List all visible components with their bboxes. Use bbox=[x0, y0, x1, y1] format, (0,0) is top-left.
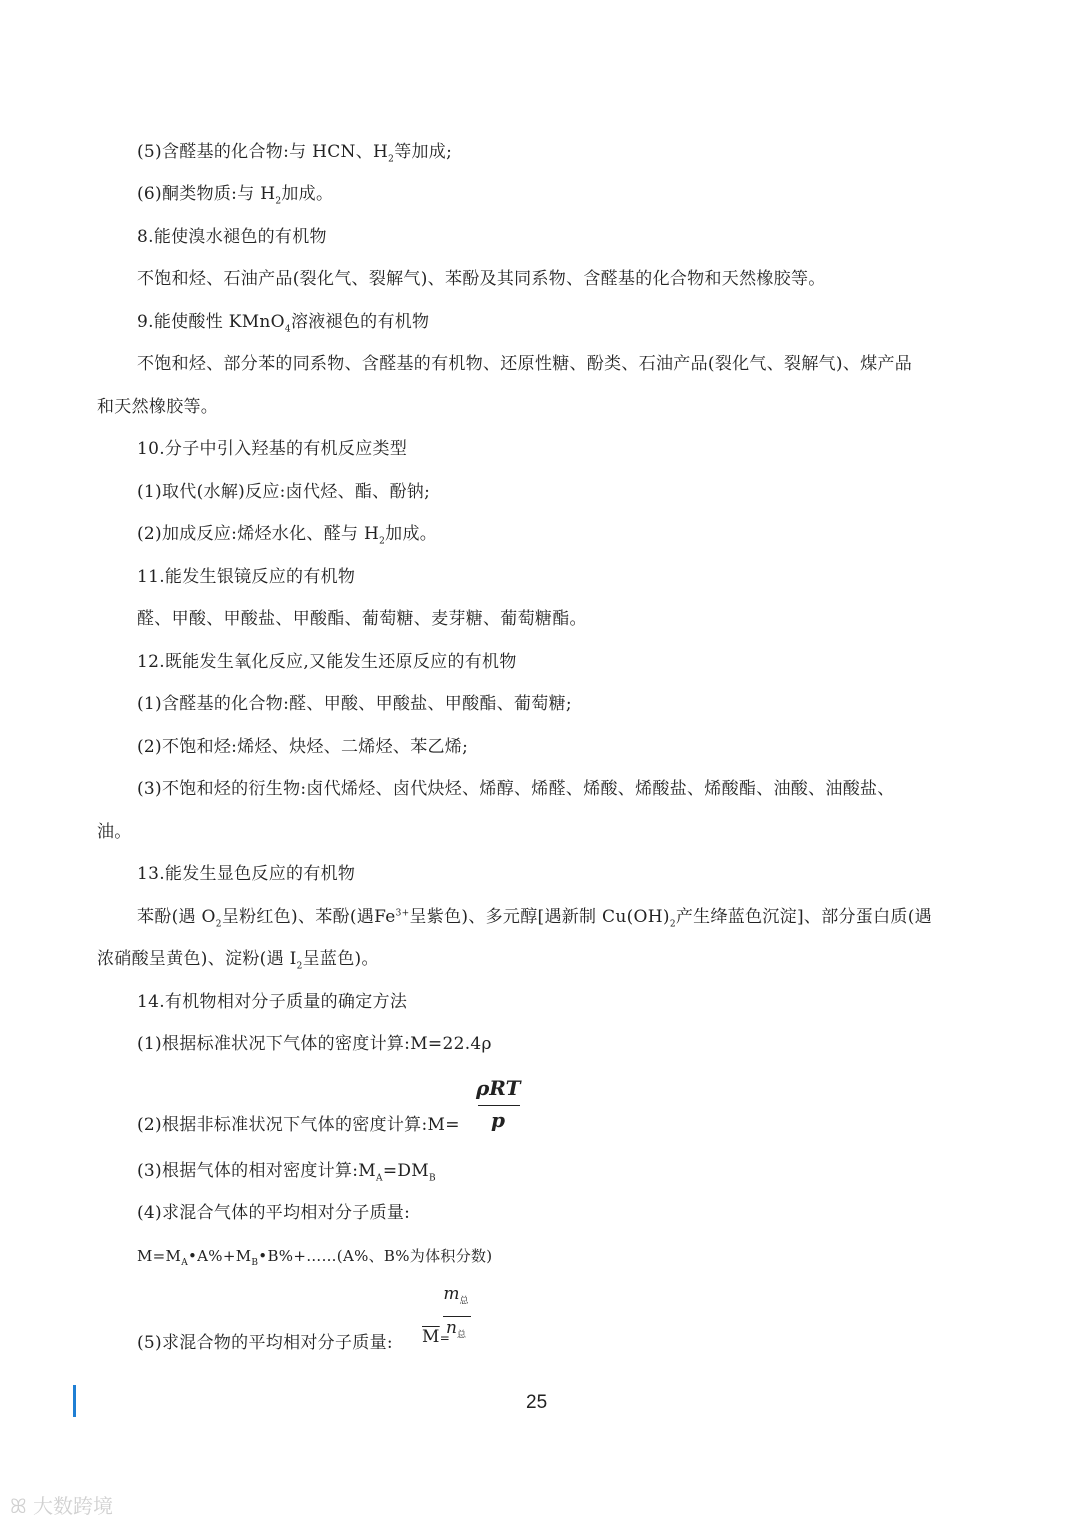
section-heading: 11.能发生银镜反应的有机物 bbox=[137, 567, 356, 587]
section-heading: 10.分子中引入羟基的有机反应类型 bbox=[137, 439, 408, 459]
formula-line: $M=M_A•A\%+M_B•B\%+\dots\dots(A\%$、B%为体积分数) bbox=[137, 1247, 493, 1268]
section-heading: 14.有机物相对分子质量的确定方法 bbox=[137, 992, 408, 1012]
fraction-numerator: $m_总$ bbox=[443, 1284, 469, 1307]
text-line: (2)根据非标准状况下气体的密度计算:M= bbox=[137, 1115, 460, 1135]
text-line: (1)含醛基的化合物:醛、甲酸、甲酸盐、甲酸酯、葡萄糖; bbox=[137, 694, 572, 714]
text-line: 醛、甲酸、甲酸盐、甲酸酯、葡萄糖、麦芽糖、葡萄糖酯。 bbox=[137, 609, 587, 629]
text-line: (3)根据气体的相对密度计算$:M_A=DM_B$ bbox=[137, 1161, 436, 1184]
text-line: (5)求混合物的平均相对分子质量: bbox=[137, 1333, 393, 1353]
section-heading: 12.既能发生氧化反应,又能发生还原反应的有机物 bbox=[137, 652, 517, 672]
text-line: 和天然橡胶等。 bbox=[97, 397, 219, 417]
page-number: 25 bbox=[526, 1392, 548, 1413]
text-line: 苯酚(遇 $O_2$呈粉红色)、苯酚(遇$Fe^{3+}$呈紫色)、多元醇[遇新制 $Cu(OH)_2$产生绛蓝色沉淀]、部分蛋白质(遇 bbox=[137, 907, 932, 930]
text-line: (4)求混合气体的平均相对分子质量: bbox=[137, 1203, 411, 1223]
section-heading: 9.能使酸性 KMnO$_4$溶液褪色的有机物 bbox=[137, 312, 430, 335]
section-heading: 13.能发生显色反应的有机物 bbox=[137, 864, 356, 884]
mean-m-symbol: $\overline{M}=$ bbox=[422, 1327, 451, 1347]
text-line: (2)加成反应:烯烃水化、醛与 $H_2$加成。 bbox=[137, 524, 438, 547]
text-line: 油。 bbox=[97, 822, 132, 842]
watermark: ꕤ 大数跨境 bbox=[10, 1494, 113, 1518]
fraction-bar bbox=[443, 1316, 471, 1317]
watermark-logo-icon: ꕤ bbox=[10, 1494, 27, 1518]
fraction-bar bbox=[478, 1105, 520, 1106]
text-line: 不饱和烃、石油产品(裂化气、裂解气)、苯酚及其同系物、含醛基的化合物和天然橡胶等。 bbox=[137, 269, 826, 289]
text-line: (1)取代(水解)反应:卤代烃、酯、酚钠; bbox=[137, 482, 431, 502]
fraction-denominator: p bbox=[491, 1108, 505, 1132]
text-line: (6)酮类物质:与 $H_2$加成。 bbox=[137, 184, 334, 207]
text-line: 浓硝酸呈黄色)、淀粉(遇 $I_2$呈蓝色)。 bbox=[97, 949, 379, 972]
text-line: (5)含醛基的化合物:与 HCN、$H_2$等加成; bbox=[137, 142, 453, 165]
text-line: (1)根据标准状况下气体的密度计算:M=22.4ρ bbox=[137, 1034, 492, 1054]
text-line: (3)不饱和烃的衍生物:卤代烯烃、卤代炔烃、烯醇、烯醛、烯酸、烯酸盐、烯酸酯、油酸、油酸盐、 bbox=[137, 779, 895, 799]
text-line: 不饱和烃、部分苯的同系物、含醛基的有机物、还原性糖、酚类、石油产品(裂化气、裂解气)、煤产品 bbox=[137, 354, 913, 374]
fraction-denominator: $n_总$ bbox=[446, 1318, 466, 1341]
accent-bar bbox=[73, 1385, 76, 1417]
text-line: (2)不饱和烃:烯烃、炔烃、二烯烃、苯乙烯; bbox=[137, 737, 469, 757]
section-heading: 8.能使溴水褪色的有机物 bbox=[137, 227, 327, 247]
fraction-numerator: ρRT bbox=[476, 1076, 521, 1100]
